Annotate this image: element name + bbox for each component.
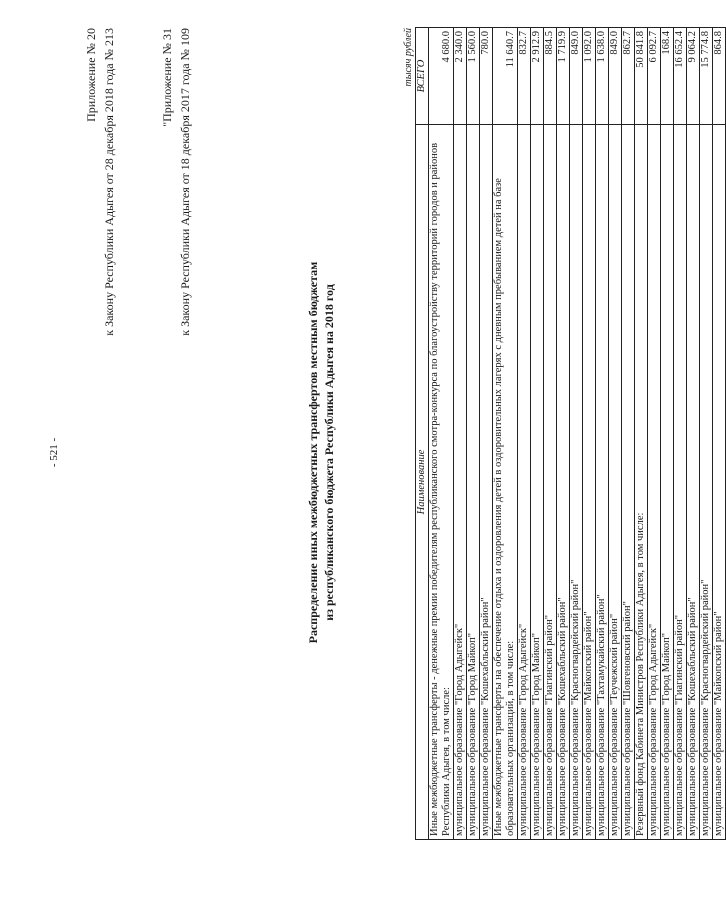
row-total: 780.0 bbox=[480, 28, 493, 125]
table-row bbox=[609, 28, 622, 840]
row-total: 2 340.0 bbox=[454, 28, 467, 125]
row-name: муниципальное образование "Шовгеновский район" bbox=[622, 125, 635, 840]
row-name: муниципальное образование "Город Майкоп" bbox=[467, 125, 480, 840]
row-name: муниципальное образование "Кошехабльский район" bbox=[687, 125, 700, 840]
table-row bbox=[493, 28, 518, 840]
table-row bbox=[557, 28, 570, 840]
table-row bbox=[570, 28, 583, 840]
transfers-table bbox=[415, 27, 726, 840]
table-body bbox=[429, 28, 726, 840]
row-total: 168.4 bbox=[661, 28, 674, 125]
table-row bbox=[596, 28, 609, 840]
document-title-line-1: Распределение иных межбюджетных трансфертов местным бюджетам bbox=[306, 261, 320, 644]
table-row bbox=[531, 28, 544, 840]
table-row bbox=[518, 28, 531, 840]
row-total: 1 560.0 bbox=[467, 28, 480, 125]
row-name: муниципальное образование "Город Адыгейск" bbox=[648, 125, 661, 840]
row-name: муниципальное образование "Кошехабльский район" bbox=[557, 125, 570, 840]
row-total: 1 638.0 bbox=[596, 28, 609, 125]
row-name: муниципальное образование "Город Майкоп" bbox=[531, 125, 544, 840]
row-total: 1 719.9 bbox=[557, 28, 570, 125]
table-row bbox=[713, 28, 726, 840]
table-row bbox=[700, 28, 713, 840]
header-name: Наименование bbox=[416, 125, 429, 840]
row-total: 50 841.8 bbox=[635, 28, 648, 125]
row-total: 9 064.2 bbox=[687, 28, 700, 125]
row-name: муниципальное образование "Красногвардейский район" bbox=[570, 125, 583, 840]
row-total: 864.8 bbox=[713, 28, 726, 125]
row-total: 2 912.9 bbox=[531, 28, 544, 125]
table-row bbox=[674, 28, 687, 840]
table-row bbox=[544, 28, 557, 840]
row-name: муниципальное образование "Гиагинский район" bbox=[544, 125, 557, 840]
row-name: Иные межбюджетные трансферты - денежные премии победителям республиканского смотра-конкурса по благоустройству территорий городов и районов Республики Адыгея, в том числе: bbox=[429, 125, 454, 840]
row-total: 15 774.8 bbox=[700, 28, 713, 125]
table-row bbox=[429, 28, 454, 840]
row-name: муниципальное образование "Гиагинский район" bbox=[674, 125, 687, 840]
appendix-original-number: "Приложение № 31 bbox=[160, 28, 174, 127]
row-name: Резервный фонд Кабинета Министров Республики Адыгея, в том числе: bbox=[635, 125, 648, 840]
appendix-law-reference: к Закону Республики Адыгея от 28 декабря 2018 года № 213 bbox=[102, 28, 116, 336]
header-total: ВСЕГО bbox=[416, 28, 429, 125]
table-row bbox=[480, 28, 493, 840]
row-name: муниципальное образование "Город Майкоп" bbox=[661, 125, 674, 840]
page-number: - 521 - bbox=[48, 437, 60, 468]
row-total: 884.5 bbox=[544, 28, 557, 125]
row-name: муниципальное образование "Майкопский район" bbox=[583, 125, 596, 840]
table-row bbox=[454, 28, 467, 840]
table-row bbox=[687, 28, 700, 840]
row-total: 832.7 bbox=[518, 28, 531, 125]
row-total: 4 680.0 bbox=[429, 28, 454, 125]
table-row bbox=[583, 28, 596, 840]
table-row bbox=[467, 28, 480, 840]
row-name: муниципальное образование "Тахтамукайский район" bbox=[596, 125, 609, 840]
document-title-line-2: из республиканского бюджета Республики Адыгея на 2018 год bbox=[322, 284, 336, 621]
row-total: 862.7 bbox=[622, 28, 635, 125]
table-row bbox=[661, 28, 674, 840]
row-total: 849.0 bbox=[570, 28, 583, 125]
units-label: тысяч рублей bbox=[403, 28, 414, 87]
row-total: 11 640.7 bbox=[493, 28, 518, 125]
table-row bbox=[635, 28, 648, 840]
row-name: муниципальное образование "Красногвардейский район" bbox=[700, 125, 713, 840]
appendix-original-law-reference: к Закону Республики Адыгея от 18 декабря 2017 года № 109 bbox=[178, 28, 192, 336]
row-name: муниципальное образование "Кошехабльский район" bbox=[480, 125, 493, 840]
row-total: 849.0 bbox=[609, 28, 622, 125]
appendix-number: Приложение № 20 bbox=[84, 28, 98, 122]
table-row bbox=[648, 28, 661, 840]
row-total: 16 652.4 bbox=[674, 28, 687, 125]
table-row bbox=[622, 28, 635, 840]
row-total: 1 092.0 bbox=[583, 28, 596, 125]
row-name: Иные межбюджетные трансферты на обеспечение отдыха и оздоровления детей в оздоровительных лагерях с дневным пребыванием детей на базе образовательных организаций, в том числе: bbox=[493, 125, 518, 840]
row-name: муниципальное образование "Майкопский район" bbox=[713, 125, 726, 840]
row-name: муниципальное образование "Город Адыгейск" bbox=[518, 125, 531, 840]
table-header-row bbox=[416, 28, 429, 840]
row-total: 6 092.7 bbox=[648, 28, 661, 125]
row-name: муниципальное образование "Теучежский район" bbox=[609, 125, 622, 840]
row-name: муниципальное образование "Город Адыгейск" bbox=[454, 125, 467, 840]
